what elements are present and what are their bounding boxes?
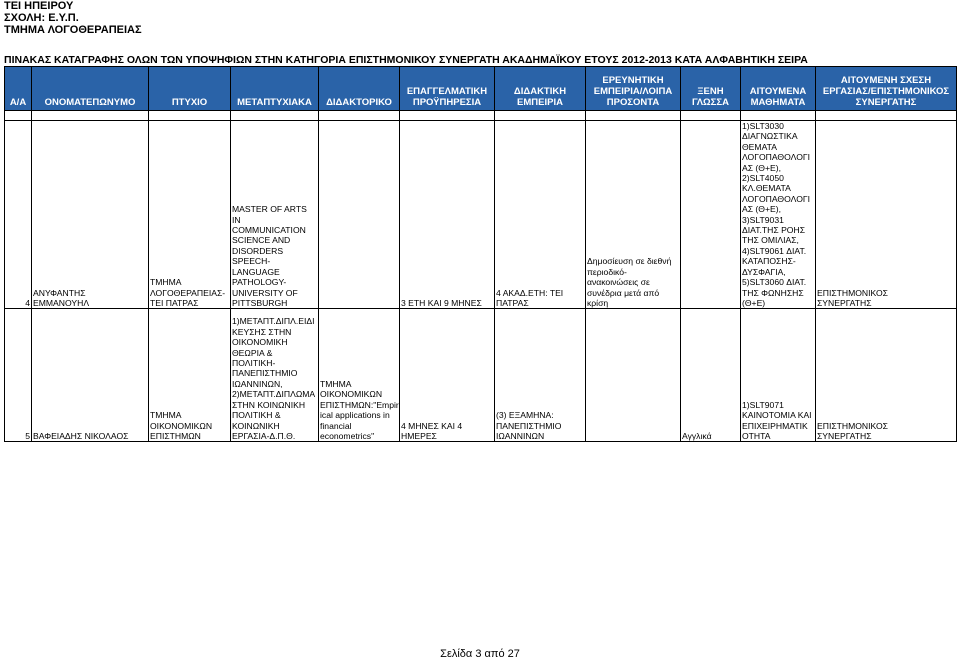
cell-research: Δημοσίευση σε διεθνή περιοδικό- ανακοινώσεις σε συνέδρια μετά από κρίση bbox=[586, 121, 681, 309]
cell-masters: 1)ΜΕΤΑΠΤ.ΔΙΠΛ.ΕΙΔΙ ΚΕΥΣΗΣ ΣΤΗΝ ΟΙΚΟΝΟΜΙΚΗ ΘΕΩΡΙΑ & ΠΟΛΙΤΙΚΗ- ΠΑΝΕΠΙΣΤΗΜΙΟ ΙΩΑΝΝΙΝΩΝ, 2)ΜΕΤΑΠΤ.ΔΙΠΛΩΜΑ ΣΤΗΝ ΚΟΙΝΩΝΙΚΗ ΠΟΛΙΤΙΚΗ & ΚΟΙΝΩΝΙΚΗ ΕΡΓΑΣΙΑ-Δ.Π.Θ. bbox=[231, 309, 319, 442]
col-header-name: ΟΝΟΜΑΤΕΠΩΝΥΜΟ bbox=[32, 67, 149, 111]
department-name: ΤΜΗΜΑ ΛΟΓΟΘΕΡΑΠΕΙΑΣ bbox=[4, 24, 142, 36]
col-header-language: ΞΕΝΗ ΓΛΩΣΣΑ bbox=[681, 67, 741, 111]
col-header-relation: ΑΙΤΟΥΜΕΝΗ ΣΧΕΣΗ ΕΡΓΑΣΙΑΣ/ΕΠΙΣΤΗΜΟΝΙΚΟΣ ΣΥΝΕΡΓΑΤΗΣ bbox=[816, 67, 957, 111]
col-header-degree: ΠΤΥΧΙΟ bbox=[149, 67, 231, 111]
col-header-professional: ΕΠΑΓΓΕΛΜΑΤΙΚΗ ΠΡΟΫΠΗΡΕΣΙΑ bbox=[400, 67, 495, 111]
cell-degree: ΤΜΗΜΑ ΛΟΓΟΘΕΡΑΠΕΙΑΣ- ΤΕΙ ΠΑΤΡΑΣ bbox=[149, 121, 231, 309]
table-title: ΠΙΝΑΚΑΣ ΚΑΤΑΓΡΑΦΗΣ ΟΛΩΝ ΤΩΝ ΥΠΟΨΗΦΙΩΝ ΣΤΗΝ ΚΑΤΗΓΟΡΙΑ ΕΠΙΣΤΗΜΟΝΙΚΟΥ ΣΥΝΕΡΓΑΤΗ ΑΚΑΔΗΜΑΪΚΟΥ ΕΤΟΥΣ 2012-2013 ΚΑΤΑ ΑΛΦΑΒΗΤΙΚΗ ΣΕΙΡΑ bbox=[4, 54, 808, 66]
cell-courses: 1)SLT3030 ΔΙΑΓΝΩΣΤΙΚΑ ΘΕΜΑΤΑ ΛΟΓΟΠΑΘΟΛΟΓΙ ΑΣ (Θ+Ε), 2)SLT4050 ΚΛ.ΘΕΜΑΤΑ ΛΟΓΟΠΑΘΟΛΟΓΙ ΑΣ (Θ+Ε), 3)SLT9031 ΔΙΑΤ.ΤΗΣ ΡΟΗΣ ΤΗΣ ΟΜΙΛΙΑΣ, 4)SLT9061 ΔΙΑΤ. ΚΑΤΑΠΟΣΗΣ- ΔΥΣΦΑΓΙΑ, 5)SLT3060 ΔΙΑΤ. ΤΗΣ ΦΩΝΗΣΗΣ (Θ+Ε) bbox=[741, 121, 816, 309]
cell-doctorate bbox=[319, 121, 400, 309]
col-header-courses: ΑΙΤΟΥΜΕΝΑ ΜΑΘΗΜΑΤΑ bbox=[741, 67, 816, 111]
cell-professional: 3 ΕΤΗ ΚΑΙ 9 ΜΗΝΕΣ bbox=[400, 121, 495, 309]
school-name: ΣΧΟΛΗ: Ε.Υ.Π. bbox=[4, 12, 79, 24]
cell-aa: 4 bbox=[5, 121, 32, 309]
cell-research bbox=[586, 309, 681, 442]
cell-doctorate: ΤΜΗΜΑ ΟΙΚΟΝΟΜΙΚΩΝ ΕΠΙΣΤΗΜΩΝ:"Empir ical applications in financial econometrics" bbox=[319, 309, 400, 442]
cell-relation: ΕΠΙΣΤΗΜΟΝΙΚΟΣ ΣΥΝΕΡΓΑΤΗΣ bbox=[816, 309, 957, 442]
cell-courses: 1)SLT9071 ΚΑΙΝΟΤΟΜΙΑ ΚΑΙ ΕΠΙΧΕΙΡΗΜΑΤΙΚ ΟΤΗΤΑ bbox=[741, 309, 816, 442]
cell-aa: 5 bbox=[5, 309, 32, 442]
cell-teaching: (3) ΕΞΑΜΗΝΑ: ΠΑΝΕΠΙΣΤΗΜΙΟ ΙΩΑΝΝΙΝΩΝ bbox=[495, 309, 586, 442]
cell-name: ΑΝΥΦΑΝΤΗΣ ΕΜΜΑΝΟΥΗΛ bbox=[32, 121, 149, 309]
table-row bbox=[5, 121, 957, 309]
cell-degree: ΤΜΗΜΑ ΟΙΚΟΝΟΜΙΚΩΝ ΕΠΙΣΤΗΜΩΝ bbox=[149, 309, 231, 442]
cell-name: ΒΑΦΕΙΑΔΗΣ ΝΙΚΟΛΑΟΣ bbox=[32, 309, 149, 442]
spacer-row bbox=[5, 111, 957, 121]
col-header-masters: ΜΕΤΑΠΤΥΧΙΑΚΑ bbox=[231, 67, 319, 111]
candidates-table bbox=[4, 66, 957, 442]
page-number: Σελίδα 3 από 27 bbox=[440, 648, 520, 660]
table-row bbox=[5, 309, 957, 442]
cell-relation: ΕΠΙΣΤΗΜΟΝΙΚΟΣ ΣΥΝΕΡΓΑΤΗΣ bbox=[816, 121, 957, 309]
col-header-aa: Α/Α bbox=[5, 67, 32, 111]
col-header-research: ΕΡΕΥΝΗΤΙΚΗ ΕΜΠΕΙΡΙΑ/ΛΟΙΠΑ ΠΡΟΣΟΝΤΑ bbox=[586, 67, 681, 111]
institution-name: ΤΕΙ ΗΠΕΙΡΟΥ bbox=[4, 0, 74, 12]
cell-teaching: 4 ΑΚΑΔ.ΕΤΗ: ΤΕΙ ΠΑΤΡΑΣ bbox=[495, 121, 586, 309]
table-header-row bbox=[5, 67, 957, 111]
col-header-teaching: ΔΙΔΑΚΤΙΚΗ ΕΜΠΕΙΡΙΑ bbox=[495, 67, 586, 111]
cell-language: Αγγλικά bbox=[681, 309, 741, 442]
cell-masters: MASTER OF ARTS IN COMMUNICATION SCIENCE AND DISORDERS SPEECH- LANGUAGE PATHOLOGY- UNIVERSITY OF PITTSBURGH bbox=[231, 121, 319, 309]
cell-language bbox=[681, 121, 741, 309]
cell-professional: 4 ΜΗΝΕΣ ΚΑΙ 4 ΗΜΕΡΕΣ bbox=[400, 309, 495, 442]
col-header-doctorate: ΔΙΔΑΚΤΟΡΙΚΟ bbox=[319, 67, 400, 111]
